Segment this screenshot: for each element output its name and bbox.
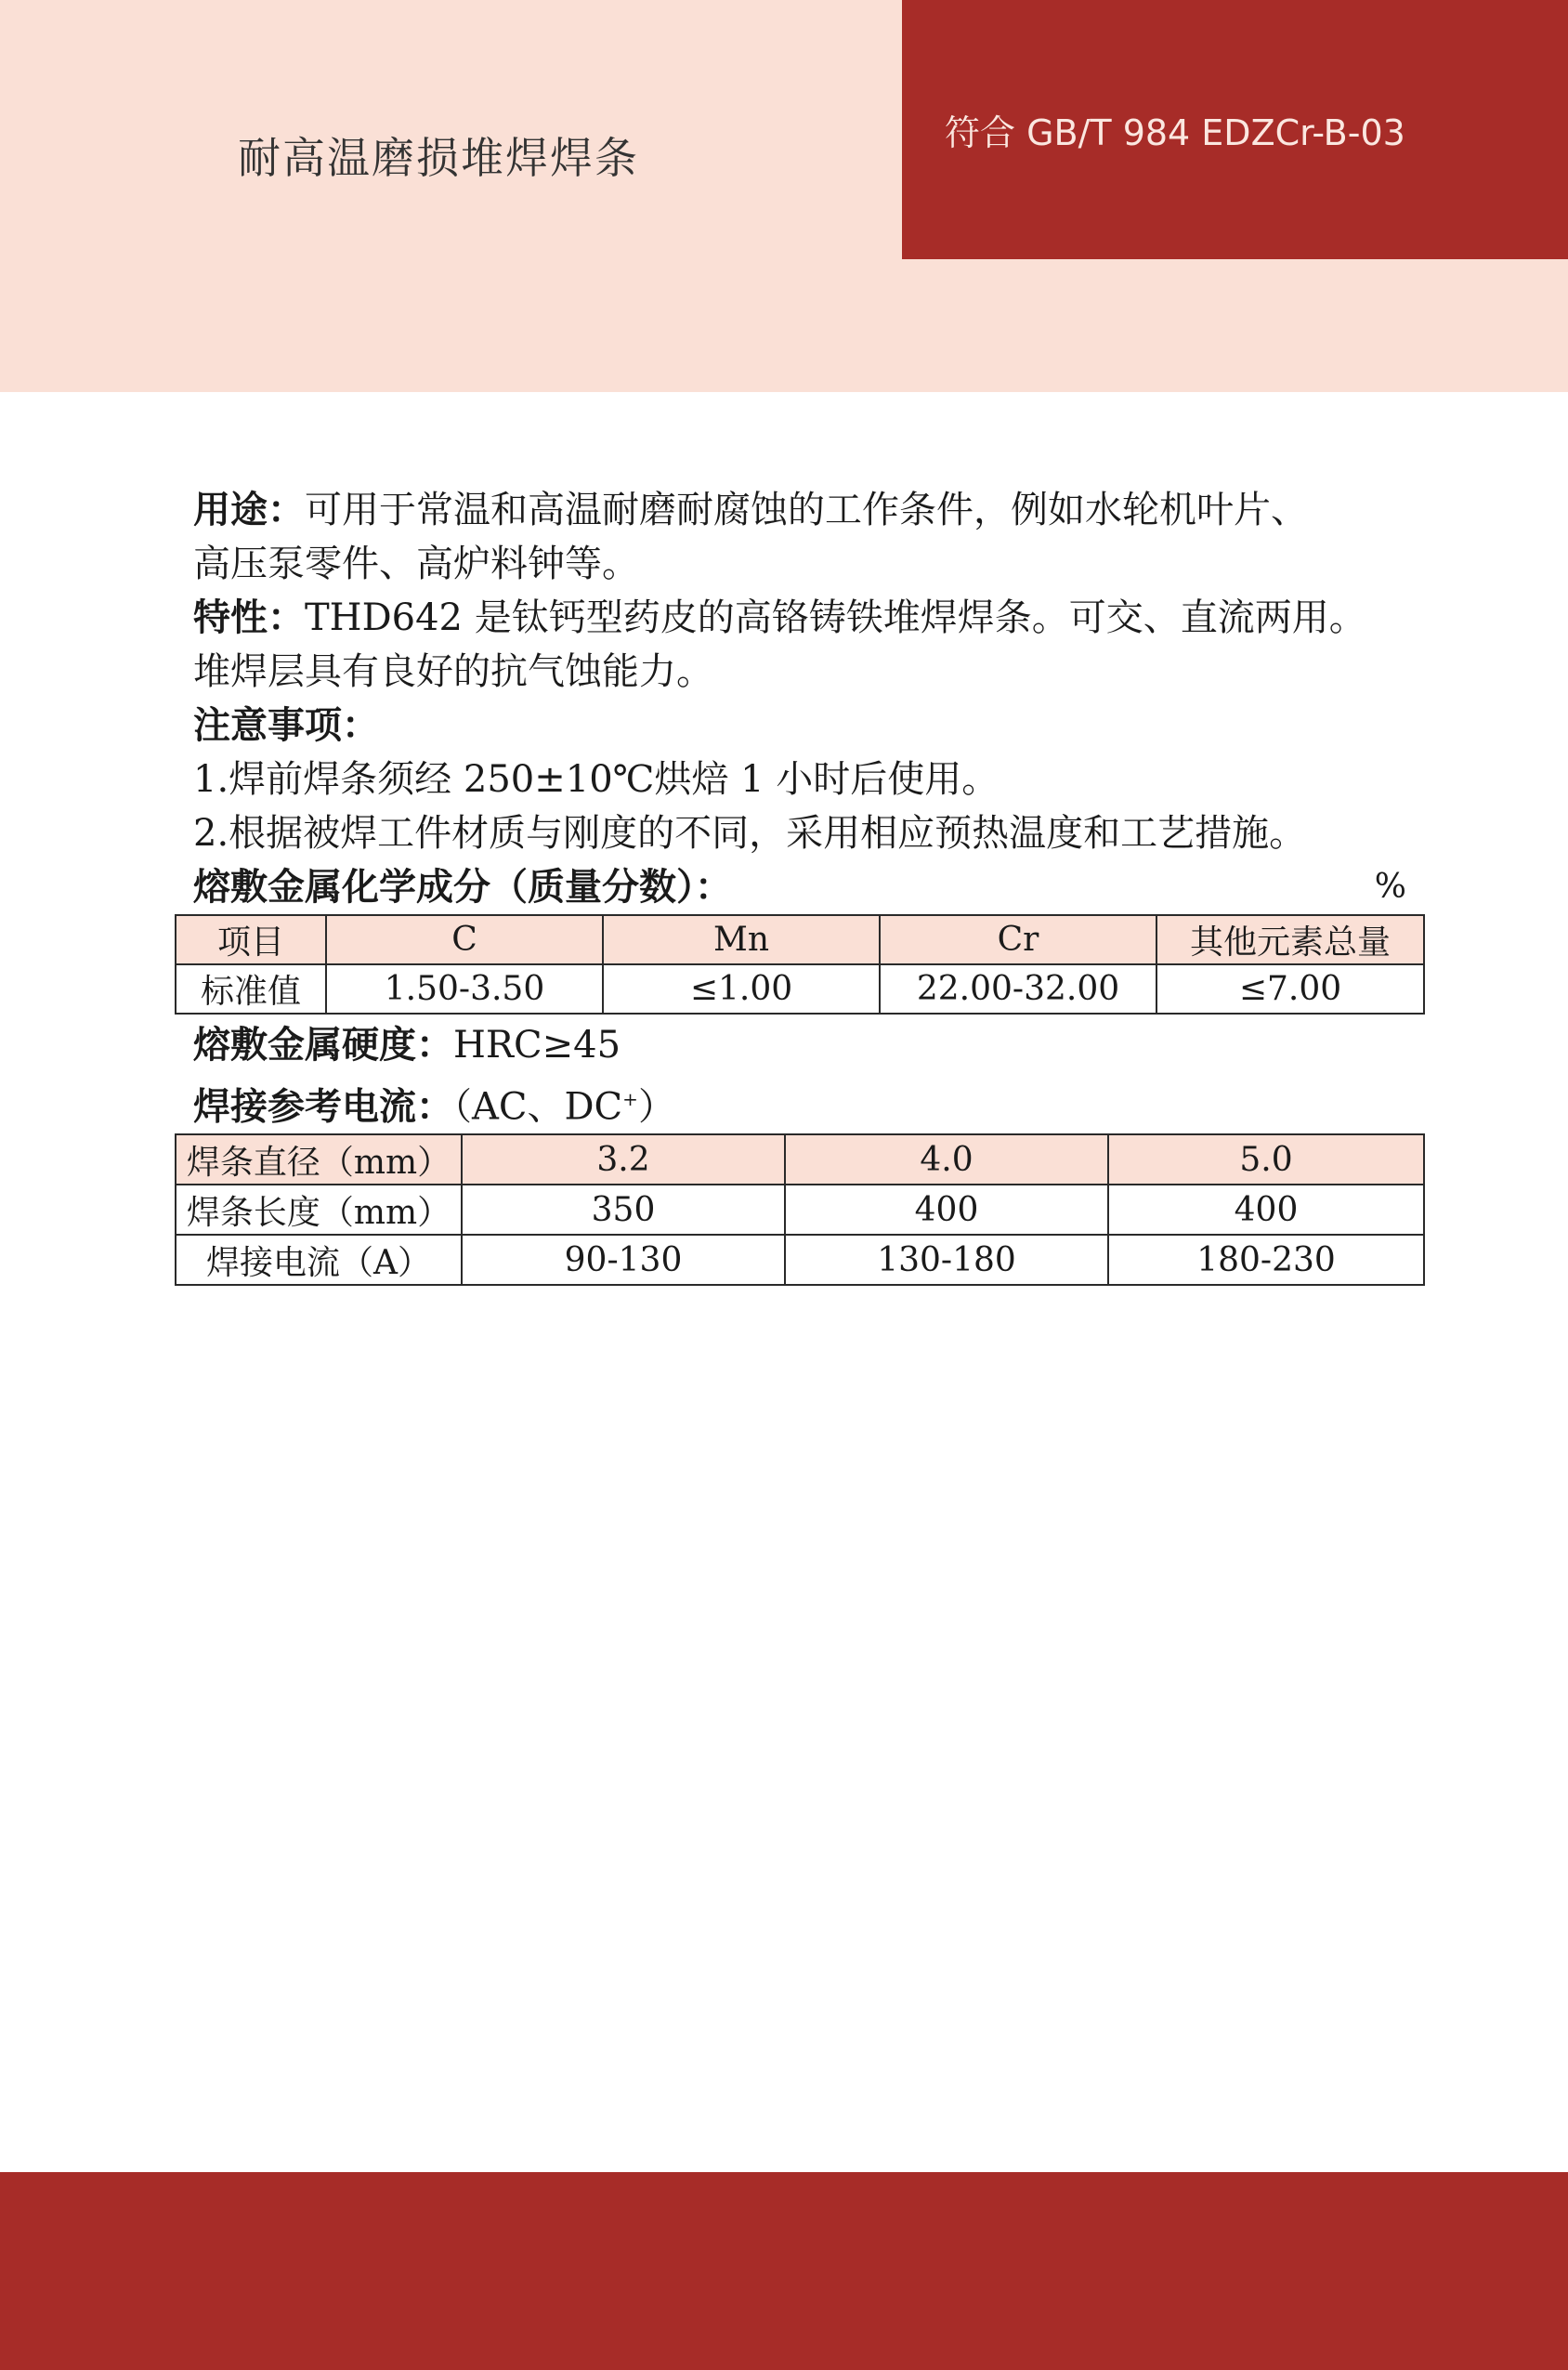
table-cell: 350 xyxy=(462,1185,785,1235)
note-item-1: 1.焊前焊条须经 250±10℃烘焙 1 小时后使用。 xyxy=(193,758,1000,801)
header-cell: Mn xyxy=(603,915,880,964)
features-line-2: 堆焊层具有良好的抗气蚀能力。 xyxy=(193,650,713,693)
usage-label: 用途： xyxy=(193,489,305,531)
current-table xyxy=(175,1133,1425,1286)
composition-table xyxy=(175,914,1425,1015)
usage-line-1: 用途：可用于常温和高温耐磨耐腐蚀的工作条件，例如水轮机叶片、 xyxy=(193,489,1308,531)
table-cell: 400 xyxy=(1108,1185,1424,1235)
spec-content xyxy=(186,483,1429,1286)
header-cell: 其他元素总量 xyxy=(1156,915,1424,964)
hardness-line xyxy=(193,1018,1429,1072)
table-cell: 5.0 xyxy=(1108,1134,1424,1185)
composition-header-row xyxy=(176,915,1424,964)
hardness-label: 熔敷金属硬度： xyxy=(193,1024,453,1067)
features-line-1: 特性：THD642 是钛钙型药皮的高铬铸铁堆焊焊条。可交、直流两用。 xyxy=(193,596,1366,639)
header-cell: Cr xyxy=(880,915,1156,964)
table-cell: 400 xyxy=(785,1185,1108,1235)
usage-line-2: 高压泵零件、高炉料钟等。 xyxy=(193,543,639,585)
composition-unit: % xyxy=(1374,868,1406,906)
note-item-2: 2.根据被焊工件材质与刚度的不同，采用相应预热温度和工艺措施。 xyxy=(193,812,1307,855)
table-cell: 标准值 xyxy=(176,964,326,1014)
standard-box xyxy=(902,0,1568,259)
table-cell: 3.2 xyxy=(462,1134,785,1185)
table-cell: 90-130 xyxy=(462,1235,785,1285)
header-cell: 项目 xyxy=(176,915,326,964)
hardness-value: HRC≥45 xyxy=(453,1024,621,1067)
table-cell: 1.50-3.50 xyxy=(326,964,603,1014)
product-title: 耐高温磨损堆焊焊条 xyxy=(238,133,639,183)
current-heading: 焊接参考电流：（AC、DC+） xyxy=(193,1085,675,1129)
composition-value-row xyxy=(176,964,1424,1014)
standard-code: 符合 GB/T 984 EDZCr-B-03 xyxy=(945,112,1405,153)
table-cell: 焊接电流（A） xyxy=(176,1235,462,1285)
table-cell: 焊条直径（mm） xyxy=(176,1134,462,1185)
table-row xyxy=(176,1185,1424,1235)
composition-heading: 熔敷金属化学成分（质量分数）： % xyxy=(193,860,1429,914)
table-cell: 22.00-32.00 xyxy=(880,964,1156,1014)
table-cell: ≤1.00 xyxy=(603,964,880,1014)
features-label: 特性： xyxy=(193,596,305,639)
header-cell: C xyxy=(326,915,603,964)
table-cell: 4.0 xyxy=(785,1134,1108,1185)
footer-band xyxy=(0,2172,1568,2370)
notes-heading: 注意事项： xyxy=(193,704,379,747)
table-cell: 焊条长度（mm） xyxy=(176,1185,462,1235)
table-cell: 180-230 xyxy=(1108,1235,1424,1285)
table-row xyxy=(176,1134,1424,1185)
table-cell: ≤7.00 xyxy=(1156,964,1424,1014)
table-cell: 130-180 xyxy=(785,1235,1108,1285)
table-row xyxy=(176,1235,1424,1285)
